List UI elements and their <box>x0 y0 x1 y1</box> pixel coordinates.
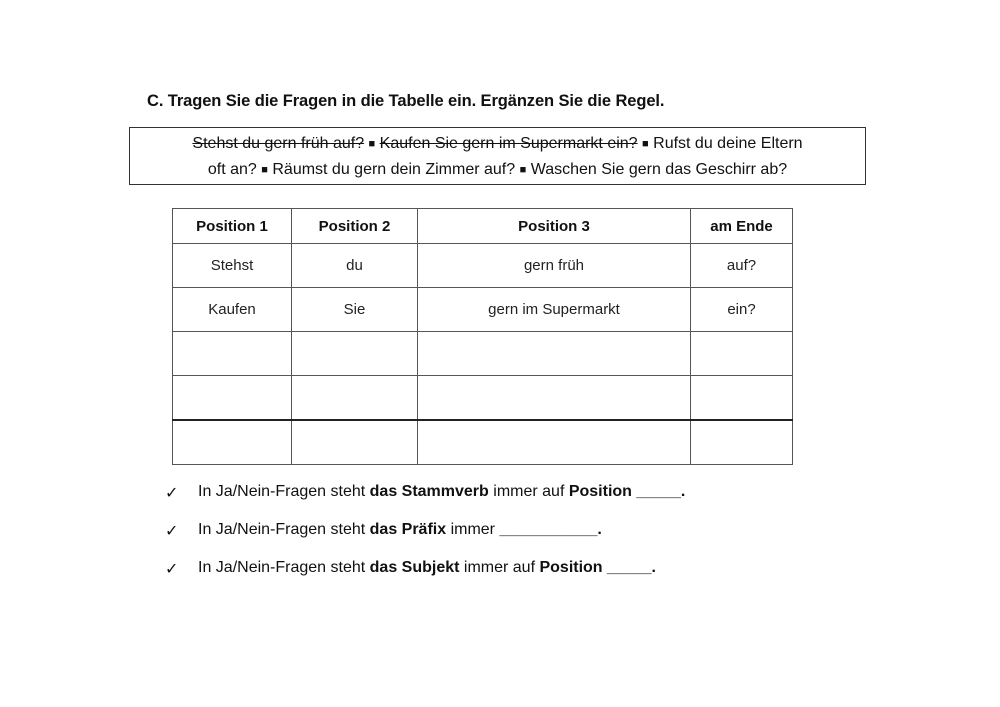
header-position-2: Position 2 <box>292 209 418 244</box>
rule-text: In Ja/Nein-Fragen steht <box>198 521 370 538</box>
rule-text: immer <box>446 521 496 538</box>
table-cell[interactable]: gern im Supermarkt <box>418 288 691 332</box>
question-rufst-part-2[interactable]: oft an? <box>207 161 257 178</box>
table-cell[interactable]: Kaufen <box>173 288 292 332</box>
table-cell[interactable]: du <box>292 244 418 288</box>
header-position-1: Position 1 <box>173 209 292 244</box>
rule-blank[interactable]: _____. <box>602 559 656 576</box>
square-separator-icon: ■ <box>642 138 649 150</box>
header-am-ende: am Ende <box>691 209 793 244</box>
table-row <box>173 244 793 288</box>
rule-text: In Ja/Nein-Fragen steht <box>198 483 370 500</box>
rule-bold: das Subjekt <box>369 559 460 576</box>
table-cell[interactable]: Stehst <box>173 244 292 288</box>
question-kaufen[interactable]: Kaufen Sie gern im Supermarkt ein? <box>379 135 638 152</box>
question-rufst-part-1[interactable]: Rufst du deine Eltern <box>653 135 803 152</box>
rule-text: In Ja/Nein-Fragen steht <box>198 559 370 576</box>
rule-bold: Position <box>539 559 603 576</box>
answer-table <box>172 208 793 465</box>
square-separator-icon: ■ <box>519 164 527 176</box>
table-cell[interactable] <box>292 420 418 465</box>
rule-bold: Position <box>568 483 632 500</box>
question-raeumst[interactable]: Räumst du gern dein Zimmer auf? <box>272 161 516 178</box>
table-row <box>173 420 793 465</box>
rule-bold: das Präfix <box>369 521 447 538</box>
table-cell[interactable] <box>691 332 793 376</box>
table-cell[interactable] <box>292 376 418 421</box>
question-waschen[interactable]: Waschen Sie gern das Geschirr ab? <box>530 161 788 178</box>
exercise-heading: C. Tragen Sie die Fragen in die Tabelle ein. Ergänzen Sie die Regel. <box>147 92 665 110</box>
table-row <box>173 288 793 332</box>
table-cell[interactable] <box>691 420 793 465</box>
square-separator-icon: ■ <box>368 138 376 150</box>
table-cell[interactable] <box>173 420 292 465</box>
rules-list <box>165 483 685 597</box>
table-cell[interactable]: Sie <box>292 288 418 332</box>
table-cell[interactable] <box>691 376 793 421</box>
header-position-3: Position 3 <box>418 209 691 244</box>
rule-subjekt <box>165 559 685 597</box>
word-box-line-2 <box>130 157 865 183</box>
checkmark-icon: ✓ <box>165 485 179 502</box>
rule-text: immer auf <box>459 559 540 576</box>
table-cell[interactable] <box>418 332 691 376</box>
table-cell[interactable] <box>173 332 292 376</box>
question-stehst[interactable]: Stehst du gern früh auf? <box>192 135 365 152</box>
rule-text: immer auf <box>488 483 569 500</box>
table-cell[interactable] <box>418 420 691 465</box>
table-cell[interactable] <box>173 376 292 421</box>
table-header-row <box>173 209 793 244</box>
square-separator-icon: ■ <box>261 164 268 176</box>
word-box <box>129 127 866 185</box>
word-box-line-1 <box>130 131 865 157</box>
table-row <box>173 376 793 421</box>
rule-blank[interactable]: ___________. <box>495 521 602 538</box>
rule-praefix <box>165 521 685 559</box>
table-row <box>173 332 793 376</box>
rule-bold: das Stammverb <box>369 483 489 500</box>
table-cell[interactable] <box>292 332 418 376</box>
table-cell[interactable]: ein? <box>691 288 793 332</box>
table-cell[interactable] <box>418 376 691 421</box>
checkmark-icon: ✓ <box>165 523 179 540</box>
rule-blank[interactable]: _____. <box>631 483 686 500</box>
rule-stammverb <box>165 483 685 521</box>
table-cell[interactable]: auf? <box>691 244 793 288</box>
table-cell[interactable]: gern früh <box>418 244 691 288</box>
checkmark-icon: ✓ <box>165 561 179 578</box>
